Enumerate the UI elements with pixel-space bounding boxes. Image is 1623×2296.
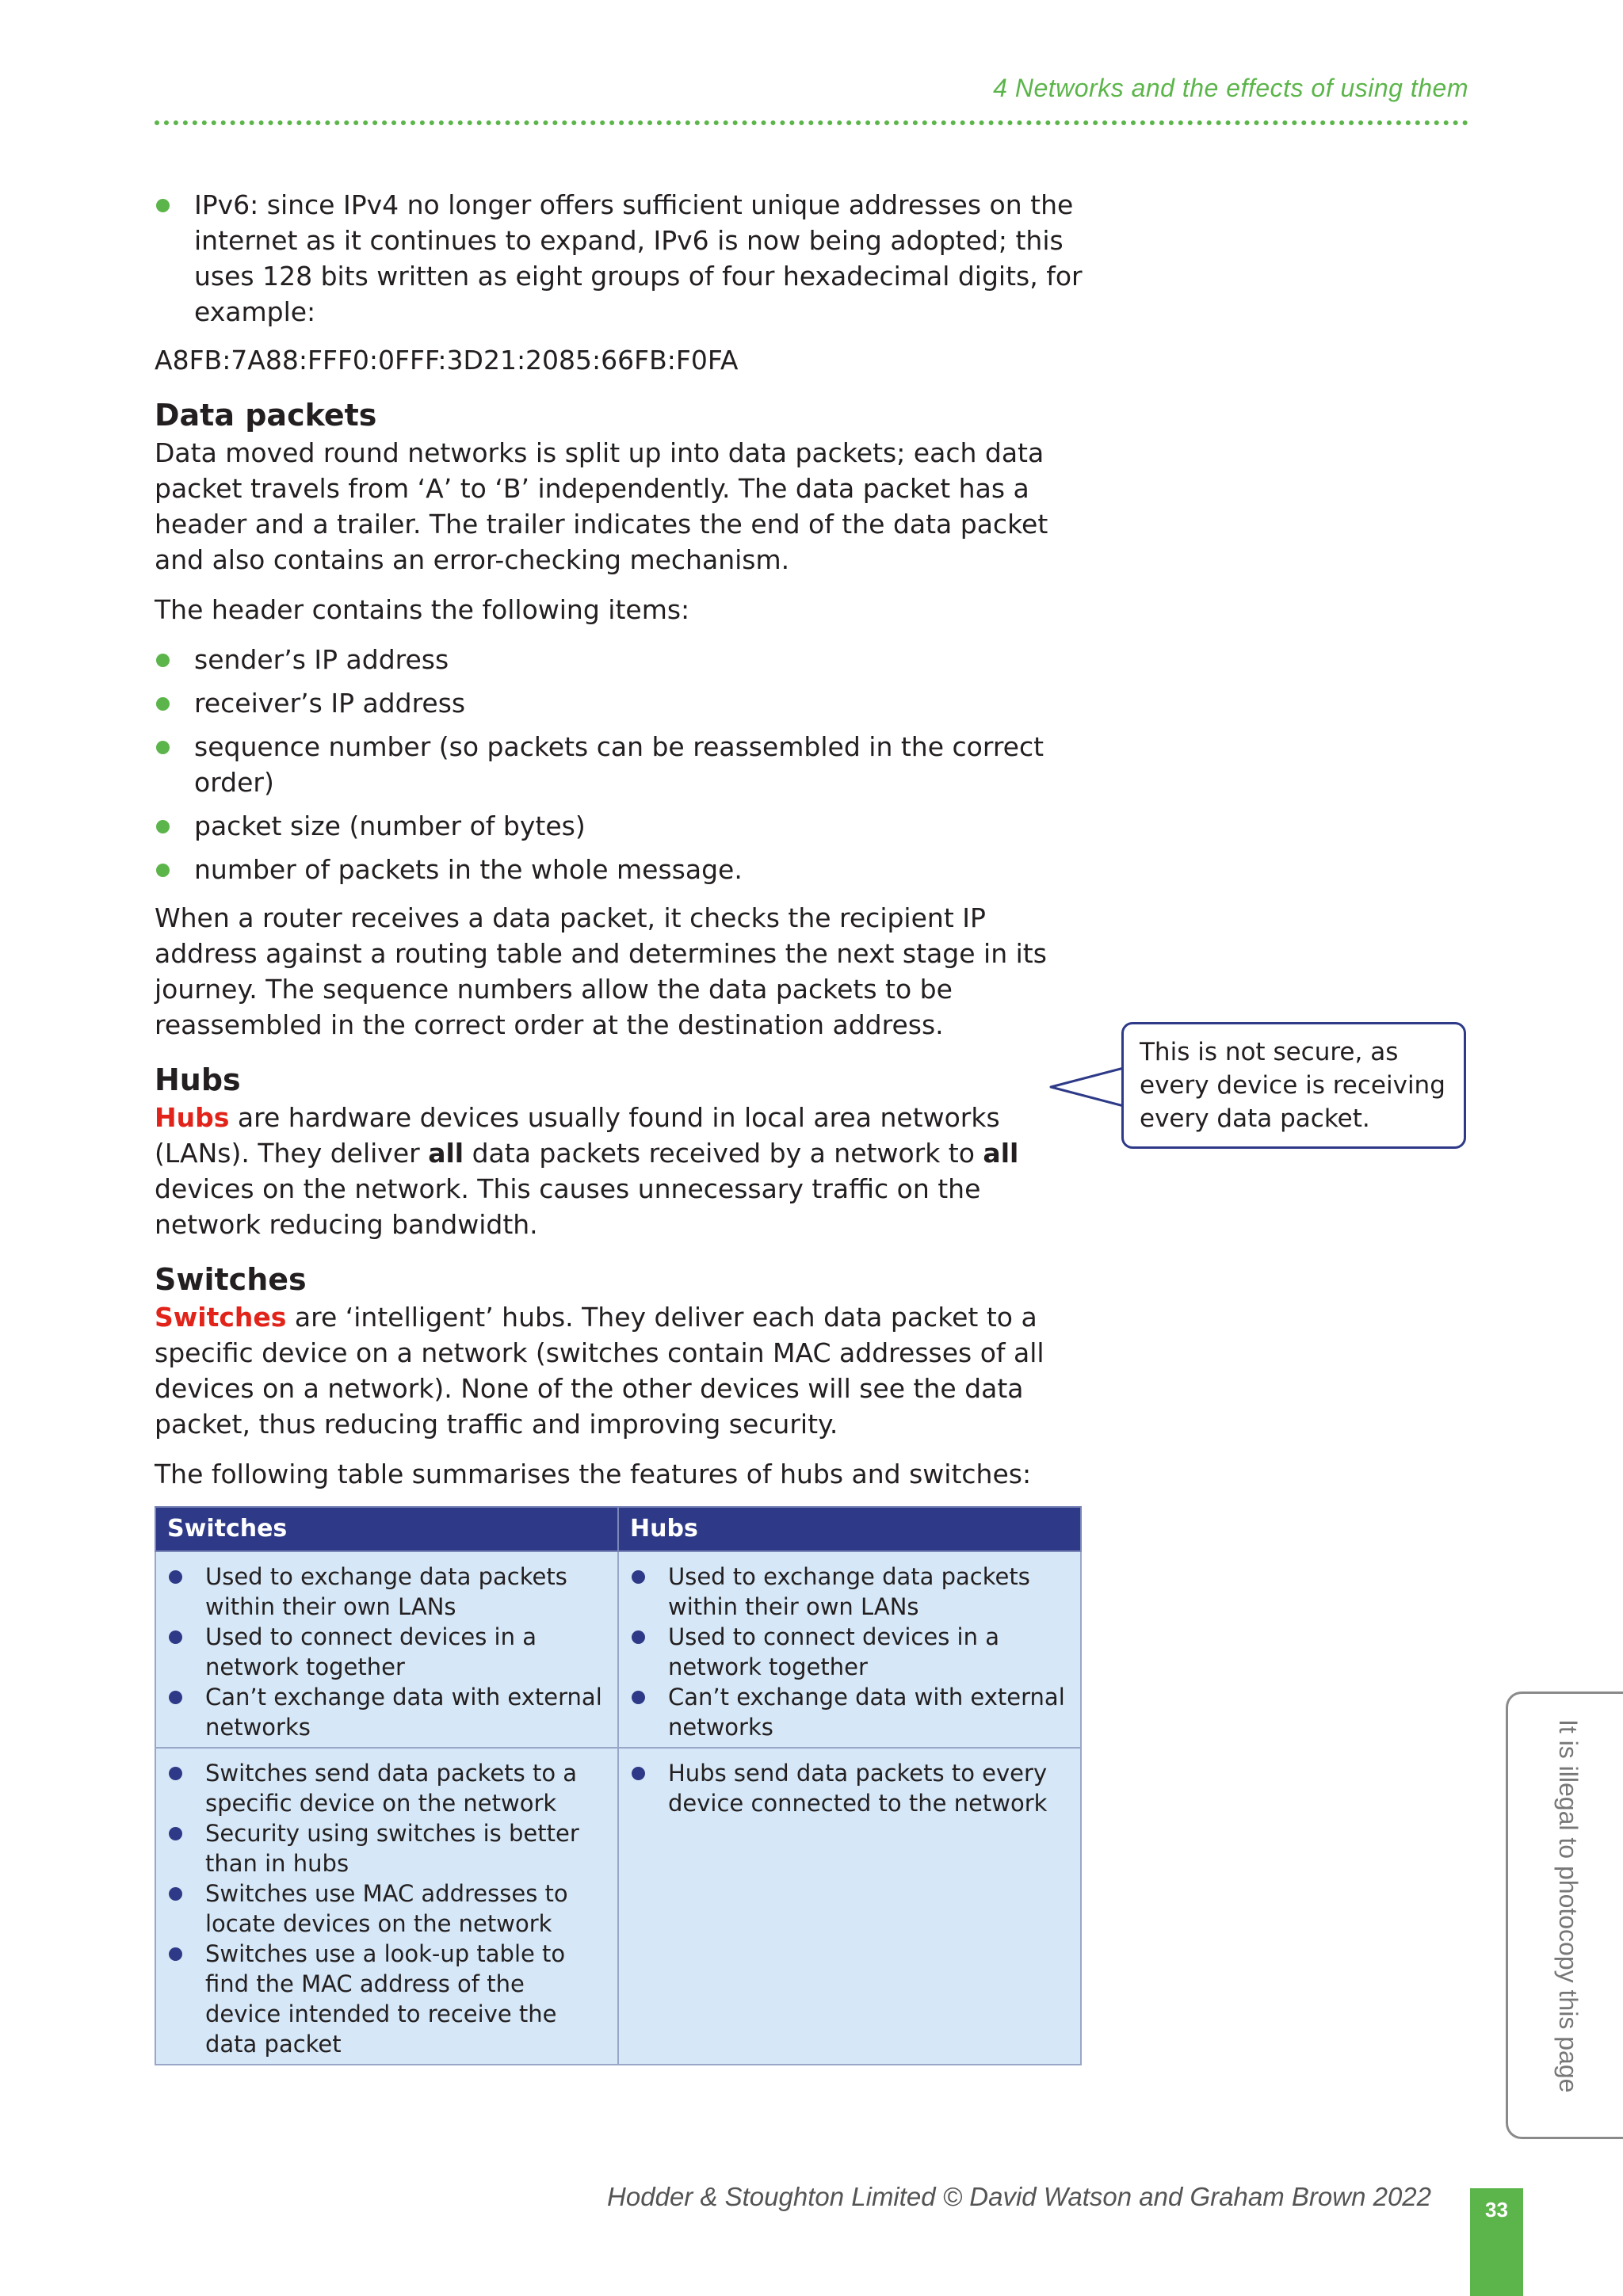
ipv6-example-address: A8FB:7A88:FFF0:0FFF:3D21:2085:66FB:F0FA	[155, 345, 739, 376]
list-item: Switches use MAC addresses to locate devices on the network	[167, 1878, 606, 1939]
list-item: Used to exchange data packets within their own LANs	[167, 1562, 606, 1622]
list-item: packet size (number of bytes)	[155, 808, 1090, 844]
list-item: Security using switches is better than in hubs	[167, 1818, 606, 1878]
keyword-switches: Switches	[155, 1302, 287, 1333]
column-header-switches: Switches	[155, 1507, 618, 1551]
bullet-icon	[156, 697, 170, 711]
hubs-paragraph: Hubs are hardware devices usually found in local area networks (LANs). They deliver all data packets received by a network to all devices on the network. This causes unnecessary traffic on the network reducing bandwidth.	[155, 1102, 1019, 1240]
bullet-icon	[156, 741, 170, 754]
data-packets-paragraph: Data moved round networks is split up into data packets; each data packet travels from ‘A’ to ‘B’ independently. The data packet has a header and a trailer. The trailer indicates the end of the data packet and also contains an error-checking mechanism.	[155, 437, 1048, 575]
bullet-icon	[169, 1570, 182, 1584]
bullet-icon	[156, 199, 170, 212]
list-item: sequence number (so packets can be reassembled in the correct order)	[155, 729, 1090, 800]
table-cell	[155, 1748, 618, 2065]
heading-data-packets: Data packets	[155, 398, 377, 433]
list-item: Can’t exchange data with external networks	[167, 1682, 606, 1742]
list-item: IPv6: since IPv4 no longer offers sufficient unique addresses on the internet as it continues to expand, IPv6 is now being adopted; this uses 128 bits written as eight groups of four hexadecimal digits, for example:	[155, 187, 1090, 330]
table-cell	[618, 1748, 1081, 2065]
list-item: Switches use a look-up table to find the MAC address of the device intended to receive the data packet	[167, 1939, 606, 2059]
bullet-icon	[169, 1630, 182, 1644]
callout-box	[1121, 1022, 1466, 1149]
callout-text: This is not secure, as every device is receiving every data packet.	[1140, 1038, 1445, 1133]
bullet-icon	[632, 1691, 645, 1704]
bullet-icon	[156, 820, 170, 833]
bullet-icon	[156, 654, 170, 667]
table-cell	[155, 1551, 618, 1748]
main-content	[155, 187, 1090, 2065]
list-item: Hubs send data packets to every device connected to the network	[630, 1758, 1069, 1818]
chapter-header: 4 Networks and the effects of using them	[993, 74, 1468, 102]
callout-pointer	[1048, 1065, 1125, 1109]
bullet-icon	[632, 1570, 645, 1584]
header-items-intro: The header contains the following items:	[155, 594, 690, 625]
heading-hubs: Hubs	[155, 1062, 241, 1097]
header-items-list	[155, 642, 1090, 887]
emphasis-all: all	[983, 1138, 1019, 1169]
list-item: number of packets in the whole message.	[155, 852, 1090, 887]
bullet-icon	[169, 1887, 182, 1901]
emphasis-all: all	[428, 1138, 464, 1169]
bullet-icon	[169, 1947, 182, 1961]
table-cell	[618, 1551, 1081, 1748]
table-row	[155, 1748, 1081, 2065]
bullet-icon	[169, 1827, 182, 1840]
bullet-icon	[169, 1767, 182, 1780]
list-item: sender’s IP address	[155, 642, 1090, 677]
ipv6-list	[155, 187, 1090, 330]
bullet-icon	[632, 1767, 645, 1780]
side-tab-text: It is illegal to photocopy this page	[1554, 1719, 1583, 2093]
switches-paragraph: Switches are ‘intelligent’ hubs. They deliver each data packet to a specific device on a network (switches contain MAC addresses of all devices on a network). None of the other devices will see the data packet, thus reducing traffic and improving security.	[155, 1302, 1044, 1440]
router-paragraph: When a router receives a data packet, it checks the recipient IP address against a routing table and determines the next stage in its journey. The sequence numbers allow the data packets to be reassembled in the correct order at the destination address.	[155, 902, 1047, 1040]
bullet-icon	[156, 864, 170, 877]
table-row	[155, 1551, 1081, 1748]
header-divider	[155, 120, 1468, 125]
keyword-hubs: Hubs	[155, 1102, 230, 1133]
list-item: Used to exchange data packets within their own LANs	[630, 1562, 1069, 1622]
list-item: receiver’s IP address	[155, 685, 1090, 721]
column-header-hubs: Hubs	[618, 1507, 1081, 1551]
list-item: Used to connect devices in a network together	[167, 1622, 606, 1682]
comparison-table	[155, 1506, 1082, 2065]
list-item: Used to connect devices in a network together	[630, 1622, 1069, 1682]
bullet-icon	[169, 1691, 182, 1704]
page-number: 33	[1470, 2188, 1523, 2296]
table-intro: The following table summarises the features of hubs and switches:	[155, 1459, 1032, 1489]
footer-credit: Hodder & Stoughton Limited © David Watson and Graham Brown 2022	[607, 2182, 1431, 2211]
list-item: Can’t exchange data with external networks	[630, 1682, 1069, 1742]
table-header-row	[155, 1507, 1081, 1551]
heading-switches: Switches	[155, 1262, 307, 1297]
list-item: Switches send data packets to a specific device on the network	[167, 1758, 606, 1818]
bullet-icon	[632, 1630, 645, 1644]
side-tab	[1506, 1691, 1623, 2139]
